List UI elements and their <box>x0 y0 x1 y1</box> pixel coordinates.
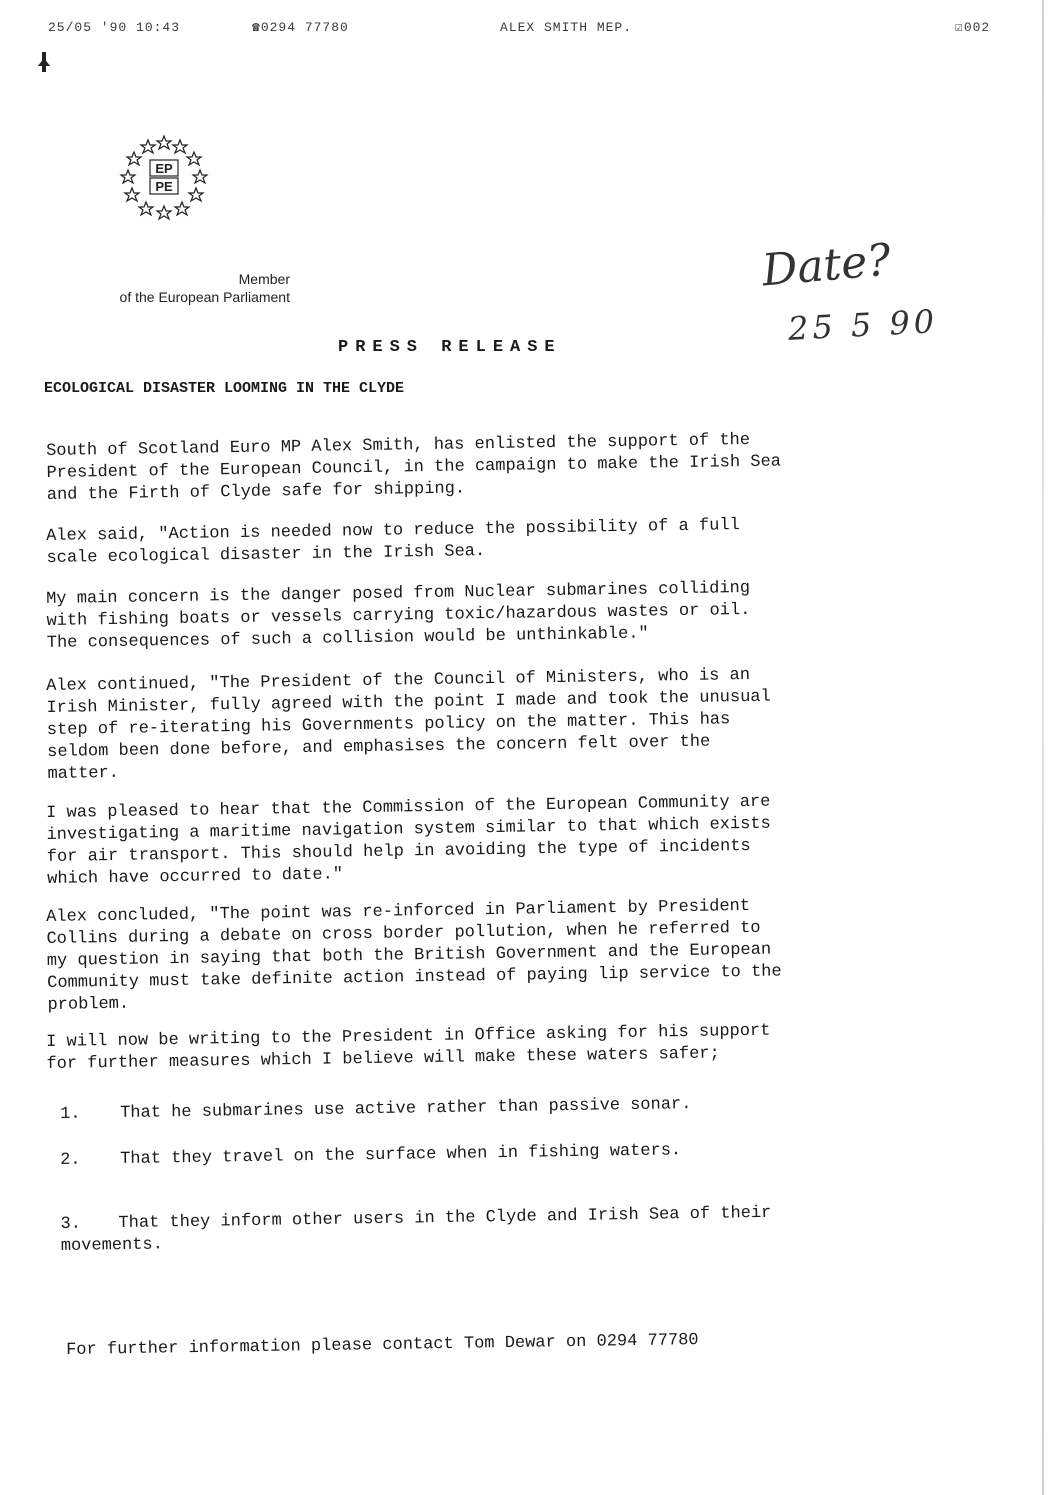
logo-ep-text: EP <box>155 161 173 176</box>
paragraph: Alex concluded, "The point was re-inforced in Parliament by President Collins during a debate on cross border pollution, when he referred to my question in saying that both the British Government and the European Community must take definite action instead of paying lip service to the problem. <box>46 896 782 1015</box>
measure-number: 2. <box>60 1150 81 1170</box>
headline: ECOLOGICAL DISASTER LOOMING IN THE CLYDE <box>44 380 405 397</box>
member-caption <box>50 270 290 306</box>
paragraph: I was pleased to hear that the Commission of the European Community are investigating a maritime navigation system similar to that which exists for air transport. This should help in avoiding the type of incidents which have occurred to date." <box>46 792 771 889</box>
european-parliament-logo <box>112 132 216 228</box>
measure-item <box>60 1140 681 1172</box>
measure-text: That he submarines use active rather than passive sonar. <box>120 1095 692 1124</box>
fax-page-number: ☑002 <box>955 20 991 35</box>
measure-text: That they inform other users in the Clyde and Irish Sea of their movements. <box>60 1203 772 1256</box>
scan-mark <box>42 52 46 72</box>
fax-date-time: 25/05 '90 10:43 <box>48 20 181 35</box>
paragraph: My main concern is the danger posed from Nuclear submarines colliding with fishing boats or vessels carrying toxic/hazardous wastes or oil. The consequences of such a collision would be unthinkable." <box>46 578 751 653</box>
measure-number: 3. <box>60 1214 82 1234</box>
paragraph: Alex continued, "The President of the Council of Ministers, who is an Irish Minister, fully agreed with the point I made and took the unusual step of re-iterating his Governments policy on the matter. This has seldom been done before, and emphasises the concern felt over the matter. <box>46 665 771 784</box>
logo-pe-text: PE <box>155 179 173 194</box>
paragraph: South of Scotland Euro MP Alex Smith, has enlisted the support of the President of the European Council, in the campaign to make the Irish Sea and the Firth of Clyde safe for shipping. <box>46 430 782 505</box>
member-line-1: Member <box>238 271 290 287</box>
handwritten-date: 25 5 90 <box>787 302 940 348</box>
measure-item <box>60 1178 961 1258</box>
measure-text: That they travel on the surface when in fishing waters. <box>120 1141 682 1170</box>
member-line-2: of the European Parliament <box>119 289 290 305</box>
measure-item <box>60 1094 692 1126</box>
handwritten-date-question: Date? <box>760 234 893 297</box>
scan-edge <box>1042 0 1044 1495</box>
fax-sender: ALEX SMITH MEP. <box>500 20 633 35</box>
contact-line: For further information please contact Tom Dewar on 0294 77780 <box>66 1331 699 1360</box>
paragraph: Alex said, "Action is needed now to reduce the possibility of a full scale ecological disaster in the Irish Sea. <box>46 516 740 568</box>
measure-number: 1. <box>60 1104 81 1124</box>
fax-phone: ☎0294 77780 <box>252 20 349 35</box>
paragraph: I will now be writing to the President in Office asking for his support for further measures which I believe will make these waters safer; <box>46 1021 771 1074</box>
press-release-title: PRESS RELEASE <box>338 338 562 357</box>
